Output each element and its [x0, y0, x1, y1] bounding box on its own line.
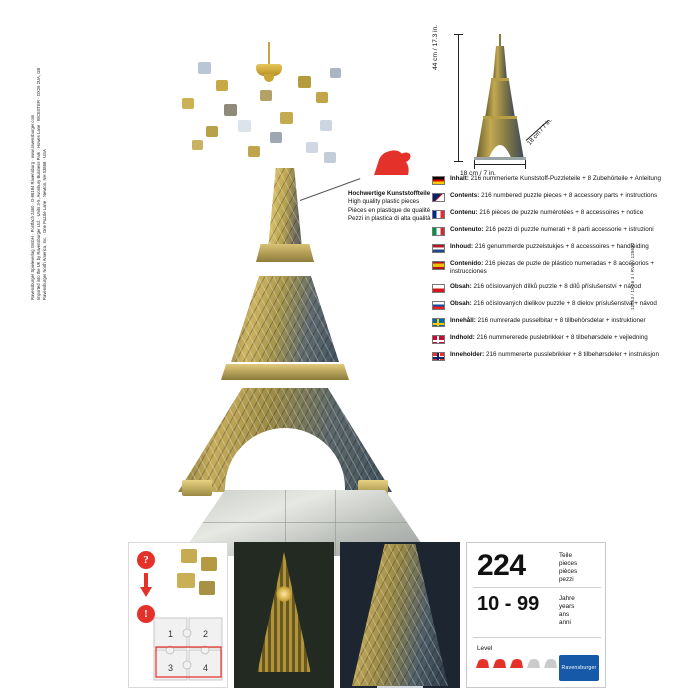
level-piece-icon-empty	[526, 657, 541, 670]
puzzle-piece-scatter	[198, 62, 211, 74]
lang-body-sk: 216 očíslovaných dielikov puzzle + 8 dielov príslušenstva + návod	[471, 300, 657, 308]
level-piece-icon-empty	[543, 657, 558, 670]
lang-text-cs	[450, 283, 641, 291]
tower-silhouette-icon	[474, 34, 526, 160]
level-piece-icon-filled	[475, 657, 490, 670]
arch-light-glow	[276, 586, 292, 602]
puzzle-piece-scatter	[248, 146, 260, 157]
level-label: Level	[477, 645, 493, 652]
france-flag-icon	[432, 210, 445, 219]
lang-label-cs: Obsah:	[450, 283, 472, 291]
uk-usa-flag-icon	[432, 193, 445, 202]
legal-line-1: Ravensburger Spieleverlag GmbH · Postfach 2460 · D-88194 Ravensburg · www.ravensburger.com	[30, 114, 35, 300]
puzzle-piece-scatter	[238, 120, 251, 132]
piece-count-word-de: Teile	[559, 552, 572, 559]
lang-text-en	[450, 192, 657, 200]
dimension-vertical-axis	[458, 34, 459, 162]
denmark-flag-icon	[432, 335, 445, 344]
spain-flag-icon	[432, 261, 445, 270]
lattice-texture	[231, 276, 339, 362]
lang-text-sk	[450, 300, 657, 308]
age-word-de: Jahre	[559, 595, 575, 602]
puzzle-piece-scatter	[324, 152, 336, 163]
lang-body-da: 216 nummererede puslebrikker + 8 tilbehørsdele + vejledning	[474, 334, 648, 342]
exclamation-icon: !	[137, 605, 155, 623]
product-photo-tower-closeup	[340, 542, 460, 688]
lang-row-es	[432, 260, 662, 276]
puzzle-piece-scatter	[270, 132, 282, 143]
tower-top-section	[262, 168, 308, 244]
product-info-panel	[466, 542, 606, 688]
lang-body-en: 216 numbered puzzle pieces + 8 accessory parts + instructions	[479, 192, 658, 199]
legal-text-block	[30, 40, 49, 300]
sweden-flag-icon	[432, 318, 445, 327]
lang-body-nl: 216 genummerde puzzelstukjes + 8 accessoires + handleiding	[473, 243, 649, 250]
lang-body-cs: 216 očíslovaných dílků puzzle + 8 dílů příslušenství + návod	[471, 283, 642, 291]
puzzle-piece-scatter	[298, 76, 311, 88]
lang-label-en: Contents:	[450, 192, 480, 199]
multilingual-contents-list	[432, 175, 662, 368]
lang-text-sv	[450, 317, 646, 325]
lang-text-de	[450, 175, 661, 183]
lang-label-sk: Obsah:	[450, 300, 472, 308]
lattice-texture	[352, 544, 448, 686]
lang-text-it	[450, 226, 654, 234]
question-icon: ?	[137, 551, 155, 569]
puzzle-piece-scatter	[216, 80, 228, 91]
board-seam	[180, 522, 430, 523]
puzzle-piece-scatter	[316, 92, 328, 103]
instruction-piece	[177, 573, 195, 588]
puzzle-piece-scatter	[224, 104, 237, 116]
quality-stamp-icon	[370, 145, 414, 179]
info-divider-2	[473, 637, 601, 638]
lamp-stem-part	[268, 42, 270, 66]
lang-label-da: Indhold:	[450, 334, 475, 342]
dimension-horizontal-tick-left	[474, 160, 475, 169]
piece-count-value: 224	[477, 549, 526, 582]
svg-text:3: 3	[168, 663, 174, 673]
lang-text-fr	[450, 209, 643, 217]
lang-row-en	[432, 192, 662, 202]
level-piece-icon-filled	[492, 657, 507, 670]
arch-ceiling-detail	[247, 552, 321, 672]
numbered-pieces-grid-icon	[153, 617, 225, 683]
arrow-down-icon	[140, 587, 152, 597]
lang-row-nl	[432, 243, 662, 253]
piece-count-word-it: pezzi	[559, 576, 574, 583]
lang-label-no: Inneholder:	[450, 351, 485, 359]
lang-row-da	[432, 334, 662, 344]
legal-line-2: Imported into the UK by Ravensburger Ltd. · Units 3-5, Avonbury Business Park · Howes Lane · BICESTER · OX26 2UA, GB	[36, 67, 42, 300]
level-piece-icon-filled	[509, 657, 524, 670]
italy-flag-icon	[432, 227, 445, 236]
level-indicator	[475, 657, 558, 670]
piece-count-word-fr: pièces	[559, 568, 578, 575]
dimension-diagram	[430, 24, 560, 180]
dimension-height-label: 44 cm / 17.3 in.	[432, 24, 439, 70]
svg-text:2: 2	[203, 629, 209, 639]
dimension-horizontal-axis	[474, 164, 526, 165]
product-code-text: 12563 / 12 56 3 / RVB / 125633	[630, 242, 635, 310]
age-word-it: anni	[559, 619, 571, 626]
brand-logo: Ravensburger	[559, 655, 599, 681]
puzzle-piece-scatter	[320, 120, 332, 131]
puzzle-piece-scatter	[192, 140, 203, 150]
lang-row-it	[432, 226, 662, 236]
lang-body-no: 216 nummererte pusslebrikker + 8 tilbehørsdeler + instruksjon	[484, 351, 659, 359]
lamp-bulb-part	[264, 74, 274, 82]
instruction-piece	[199, 581, 215, 595]
puzzle-piece-scatter	[306, 142, 318, 153]
lang-row-cs	[432, 283, 662, 293]
lang-row-fr	[432, 209, 662, 219]
lang-label-es: Contenido:	[450, 260, 484, 267]
tower-middle-section	[231, 276, 339, 362]
eiffel-tower-silhouette	[474, 34, 526, 160]
product-photo-arch-interior	[234, 542, 334, 688]
flag-cross-h	[433, 323, 444, 325]
tower-upper-platform	[256, 244, 314, 262]
lang-body-es: 216 piezas de puzle de plástico numeradas + 8 accesorios + instrucciones	[450, 260, 655, 276]
age-range-value: 10 - 99	[477, 593, 540, 615]
lang-label-de: Inhalt:	[450, 175, 469, 182]
netherlands-flag-icon	[432, 244, 445, 253]
lang-text-no	[450, 351, 659, 359]
tower-photo-body	[352, 544, 448, 686]
lang-label-it: Contenuto:	[450, 226, 484, 233]
puzzle-piece-scatter	[330, 68, 341, 78]
flag-cross-h	[433, 340, 444, 342]
piece-count-word-en: pieces	[559, 560, 578, 567]
puzzle-piece-scatter	[280, 112, 293, 124]
piece-count-words	[559, 552, 577, 584]
lang-row-sv	[432, 317, 662, 327]
svg-text:1: 1	[168, 629, 174, 639]
instruction-piece	[181, 549, 197, 563]
lattice-texture	[262, 168, 308, 244]
lang-label-nl: Inhoud:	[450, 243, 474, 250]
svg-text:4: 4	[203, 663, 209, 673]
lang-row-sk	[432, 300, 662, 310]
tower-lower-platform	[221, 364, 349, 380]
puzzle-piece-scatter	[182, 98, 194, 109]
exploded-product-illustration	[120, 20, 450, 540]
dimension-width-label: 18 cm / 7 in.	[460, 170, 496, 177]
dimension-vertical-tick-bottom	[454, 161, 463, 162]
lang-label-fr: Contenu:	[450, 209, 478, 216]
stamp-shape-icon	[370, 145, 414, 179]
instruction-piece	[201, 557, 217, 571]
lang-body-fr: 216 pièces de puzzle numérotées + 8 accessoires + notice	[477, 209, 644, 216]
dimension-horizontal-tick-right	[525, 160, 526, 169]
lang-body-sv: 216 numrerade pusselbitar + 8 tillbehörsdelar + instruktioner	[475, 317, 646, 325]
age-word-en: years	[559, 603, 575, 610]
lang-row-de	[432, 175, 662, 185]
tower-foot-left	[182, 480, 212, 496]
puzzle-piece-scatter	[260, 90, 272, 101]
flag-cross-h-inner	[433, 357, 444, 358]
callout-line-de: Hochwertige Kunststoffteile	[348, 190, 431, 197]
slovakia-flag-icon	[432, 301, 445, 310]
lang-body-de: 216 nummerierte Kunststoff-Puzzleteile + 8 Zubehörteile + Anleitung	[468, 175, 661, 182]
age-range-words	[559, 595, 575, 627]
bottom-panel-row	[128, 542, 668, 688]
germany-flag-icon	[432, 176, 445, 185]
lang-text-nl	[450, 243, 649, 251]
puzzle-piece-scatter	[206, 126, 218, 137]
instruction-diagram-panel	[128, 542, 228, 688]
lang-text-da	[450, 334, 648, 342]
arch-photo	[234, 542, 334, 688]
lang-label-sv: Innehåll:	[450, 317, 476, 325]
lang-text-es	[450, 260, 662, 276]
lang-row-no	[432, 351, 662, 361]
dimension-vertical-tick-top	[454, 34, 463, 35]
age-word-fr: ans	[559, 611, 570, 618]
czech-flag-icon	[432, 284, 445, 293]
norway-flag-icon	[432, 352, 445, 361]
legal-line-3: Ravensburger North America, Inc. · One Puzzle Lane · Newton, NH 03858 · USA	[42, 149, 48, 300]
dimension-depth-label: 18 cm / 7 in.	[526, 116, 554, 147]
callout-line-en: High quality plastic pieces	[348, 198, 420, 206]
callout-line-fr: Pièces en plastique de qualité	[348, 206, 431, 214]
callout-line-it: Pezzi in plastica di alta qualità	[348, 215, 431, 223]
info-divider-1	[473, 587, 601, 588]
lang-body-it: 216 pezzi di puzzle numerati + 8 parti accessorie + istruzioni	[483, 226, 654, 233]
